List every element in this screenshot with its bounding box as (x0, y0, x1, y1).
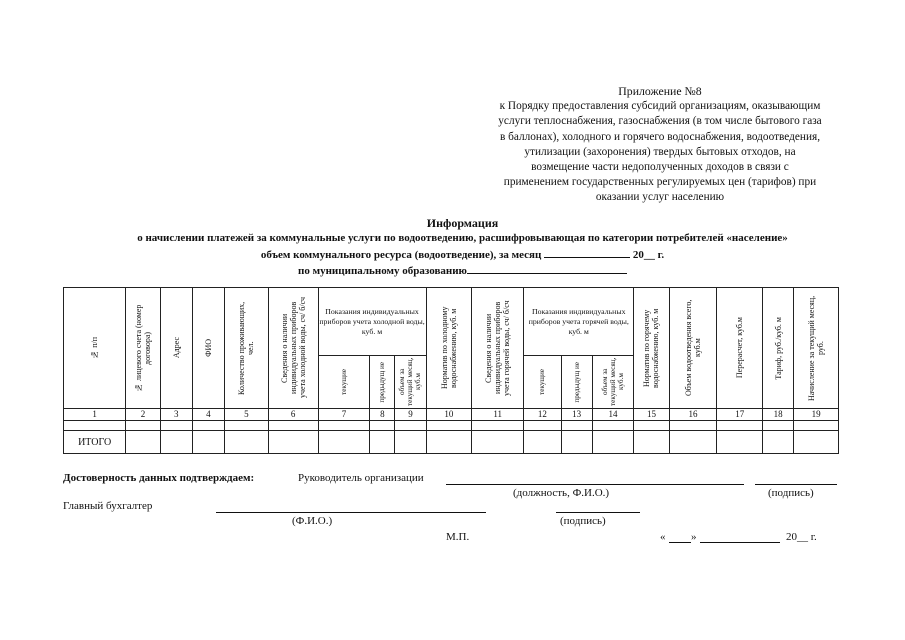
table-cell[interactable] (160, 421, 192, 431)
table-cell[interactable] (634, 421, 669, 431)
table-cell[interactable] (717, 421, 763, 431)
table-cell[interactable] (561, 421, 592, 431)
column-number-row (64, 409, 839, 421)
appendix-line: услуги теплоснабжения, газоснабжения (в том числе бытового газа (498, 115, 822, 128)
municipality-field[interactable] (467, 263, 627, 274)
column-number: 9 (395, 409, 426, 421)
header-tariff: Тариф, руб./куб. м (773, 316, 783, 380)
column-number: 5 (225, 409, 269, 421)
header-residents: Количество проживающих, чел. (237, 301, 256, 395)
header-recalculation: Перерасчет, куб.м (735, 317, 745, 379)
table-cell[interactable] (126, 431, 160, 454)
header-hot-readings-group: Показания индивидуальных приборов учета горячей воды, куб. м (524, 288, 634, 356)
column-number: 10 (426, 409, 472, 421)
signature-hint-2: (подпись) (560, 515, 606, 527)
table-cell[interactable] (318, 421, 370, 431)
municipality-line (40, 263, 885, 279)
table-cell[interactable] (395, 421, 426, 431)
stamp-label: М.П. (446, 531, 470, 543)
column-number: 4 (192, 409, 224, 421)
column-number: 14 (592, 409, 634, 421)
header-row-number: № п/п (90, 337, 100, 359)
header-drainage-volume: Объем водоотведения всего, куб.м (683, 299, 702, 397)
month-field[interactable] (544, 247, 630, 258)
table-cell[interactable] (426, 431, 472, 454)
column-number: 15 (634, 409, 669, 421)
table-cell[interactable] (64, 421, 126, 431)
column-number: 7 (318, 409, 370, 421)
table-cell[interactable] (472, 421, 524, 431)
header-hot-norm: Норматив по горячему водоснабжению, куб. м (642, 308, 661, 388)
charges-table (63, 287, 839, 454)
appendix-header (455, 84, 865, 206)
table-cell[interactable] (634, 431, 669, 454)
period-label: объем коммунального ресурса (водоотведение), за месяц (260, 248, 542, 261)
document-title: Информация (426, 216, 499, 230)
column-number: 12 (524, 409, 561, 421)
table-cell[interactable] (268, 421, 318, 431)
head-position-line[interactable] (446, 484, 744, 485)
header-name: ФИО (203, 339, 213, 357)
table-cell[interactable] (192, 431, 224, 454)
header-hot-meter-info: Сведения о наличии индивидуальных приборов учета горячей воды, сч/ б/сч (484, 300, 512, 396)
confirm-label: Достоверность данных подтверждаем: (63, 472, 255, 484)
signature-hint: (подпись) (768, 487, 814, 499)
table-cell[interactable] (192, 421, 224, 431)
appendix-line: утилизации (захоронения) твердых бытовых отходов, на (524, 145, 796, 158)
column-number: 1 (64, 409, 126, 421)
column-number: 19 (794, 409, 839, 421)
table-header-row (64, 288, 839, 356)
header-cold-meter-info: Сведения о наличии индивидуальных приборов учета холодной воды, сч/ б/сч (279, 297, 307, 399)
header-hot-current: текущие (538, 369, 547, 395)
head-label: Руководитель организации (298, 472, 424, 484)
header-charge: Начисление за текущий месяц, руб. (807, 295, 826, 401)
table-cell[interactable] (763, 421, 794, 431)
table-cell[interactable] (370, 431, 395, 454)
table-cell[interactable] (225, 431, 269, 454)
appendix-line: оказании услуг населению (595, 191, 725, 204)
header-hot-previous: предыдущ ие (572, 361, 581, 403)
date-day-line[interactable] (669, 542, 691, 543)
table-cell[interactable] (794, 421, 839, 431)
table-cell[interactable] (160, 431, 192, 454)
date-year: 20__ г. (786, 531, 817, 543)
date-open-quote: « (660, 531, 666, 543)
header-cold-current: текущие (339, 369, 348, 395)
table-cell[interactable] (794, 431, 839, 454)
table-cell[interactable] (592, 421, 634, 431)
table-cell[interactable] (524, 431, 561, 454)
table-cell[interactable] (763, 431, 794, 454)
table-cell[interactable] (669, 421, 717, 431)
header-cold-previous: предыдущ ие (378, 361, 387, 403)
document-subtitle: о начислении платежей за коммунальные услуги по водоотведению, расшифровывающая по категории потребителей «население» (137, 232, 788, 245)
header-address: Адрес (171, 337, 181, 359)
column-number: 2 (126, 409, 160, 421)
head-signature-line[interactable] (755, 484, 837, 485)
total-label: ИТОГО (64, 431, 126, 454)
fio-hint: (Ф.И.О.) (292, 515, 333, 527)
column-number: 17 (717, 409, 763, 421)
column-number: 13 (561, 409, 592, 421)
table-cell[interactable] (395, 431, 426, 454)
period-year: 20__ г. (632, 248, 665, 261)
table-cell[interactable] (426, 421, 472, 431)
column-number: 8 (370, 409, 395, 421)
total-row (64, 431, 839, 454)
table-cell[interactable] (268, 431, 318, 454)
document-heading (40, 216, 885, 280)
header-hot-volume: объем за текущий месяц, куб.м (601, 357, 625, 407)
date-close-quote: » (691, 531, 697, 543)
table-cell[interactable] (592, 431, 634, 454)
table-cell[interactable] (126, 421, 160, 431)
appendix-title: Приложение №8 (618, 84, 702, 98)
date-month-line[interactable] (700, 542, 780, 543)
column-number: 18 (763, 409, 794, 421)
table-cell[interactable] (318, 431, 370, 454)
header-account: № лицевого счета (номер договора) (133, 304, 152, 392)
appendix-line: к Порядку предоставления субсидий организациям, оказывающим (499, 100, 821, 113)
accountant-name-line[interactable] (216, 512, 486, 513)
table-row (64, 421, 839, 431)
accountant-signature-line[interactable] (556, 512, 640, 513)
appendix-line: в баллонах), холодного и горячего водоснабжения, водоотведения, (499, 130, 821, 143)
accountant-label: Главный бухгалтер (63, 500, 153, 512)
table-cell[interactable] (472, 431, 524, 454)
appendix-line: применением государственных регулируемых цен (тарифов) при (503, 176, 817, 189)
table-cell[interactable] (370, 421, 395, 431)
table-cell[interactable] (669, 431, 717, 454)
column-number: 6 (268, 409, 318, 421)
period-line (40, 247, 885, 263)
position-hint: (должность, Ф.И.О.) (513, 487, 610, 499)
appendix-line: возмещение части недополученных доходов в связи с (531, 161, 789, 174)
table-cell[interactable] (717, 431, 763, 454)
column-number: 16 (669, 409, 717, 421)
column-number: 3 (160, 409, 192, 421)
municipality-label: по муниципальному образованию (298, 265, 467, 278)
header-cold-norm: Норматив по холодному водоснабжению, куб. м (439, 306, 458, 390)
table-cell[interactable] (225, 421, 269, 431)
table-cell[interactable] (524, 421, 561, 431)
table-cell[interactable] (561, 431, 592, 454)
header-cold-readings-group: Показания индивидуальных приборов учета холодной воды, куб. м (318, 288, 426, 356)
header-cold-volume: объем за текущий месяц, куб.м (398, 357, 423, 407)
column-number: 11 (472, 409, 524, 421)
